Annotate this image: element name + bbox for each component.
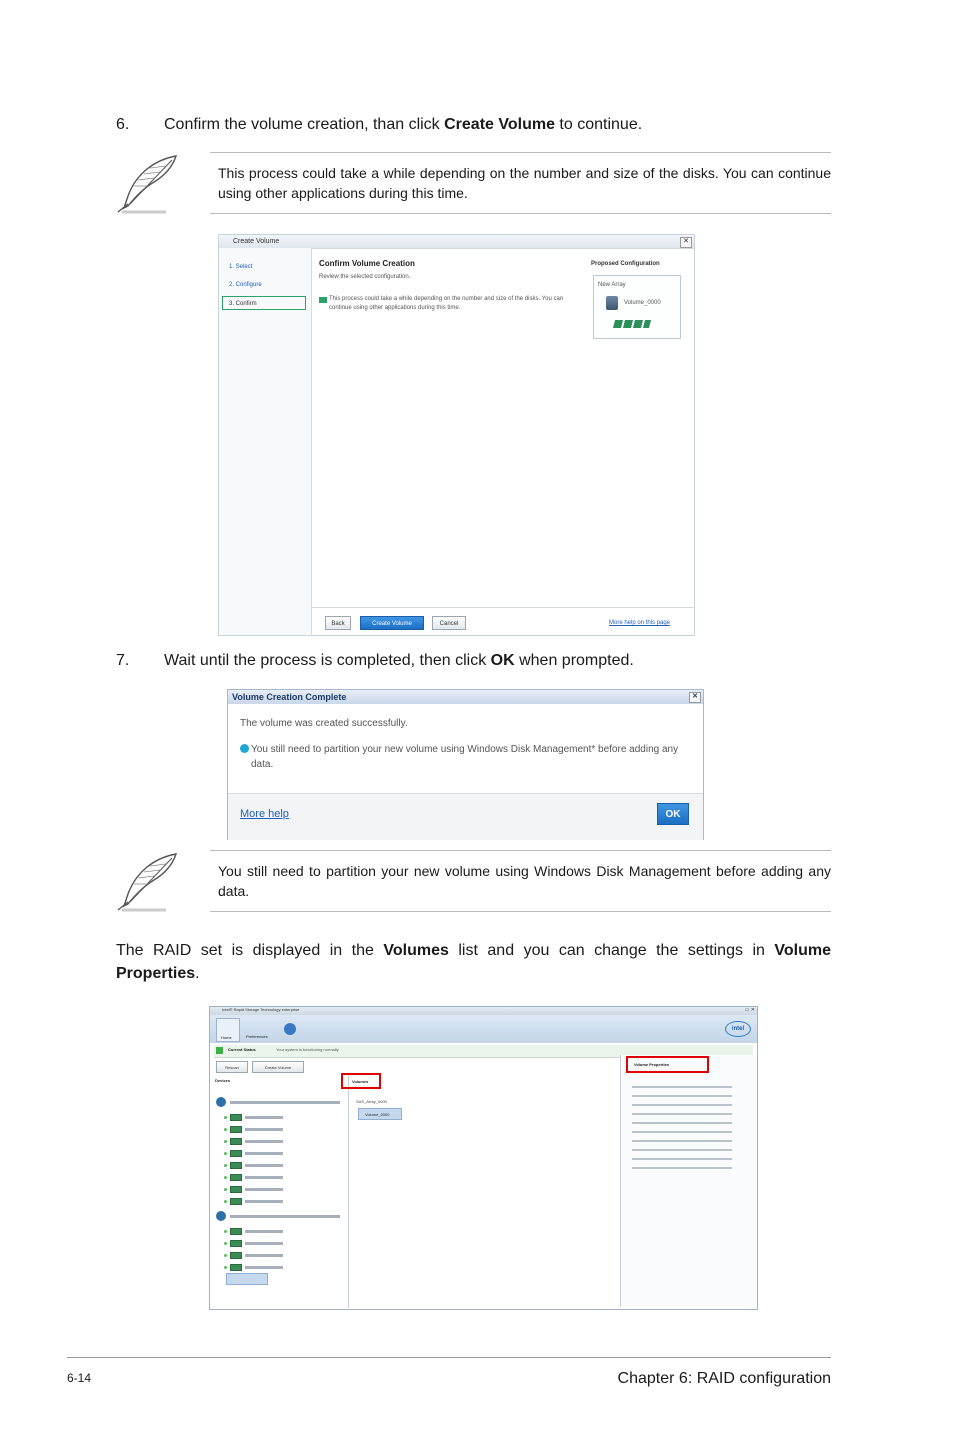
step-text-part: to continue. [554, 116, 643, 133]
disk-row[interactable] [224, 1149, 283, 1157]
footer-rule [67, 1357, 831, 1358]
home-tab[interactable] [216, 1018, 240, 1042]
page-number: 6-14 [67, 1371, 92, 1385]
disks-icon [613, 320, 651, 328]
volumes-label: Volumes [352, 1079, 369, 1084]
disk-row[interactable] [224, 1113, 283, 1121]
devices-label: Devices [215, 1078, 231, 1083]
preferences-tab-label: Preferences [246, 1034, 268, 1039]
volume-tree-item[interactable] [226, 1273, 268, 1285]
volume-properties-label: Volume Properties [634, 1062, 670, 1067]
note-box [210, 152, 831, 214]
step-number: 6. [116, 116, 130, 133]
help-icon[interactable] [284, 1023, 296, 1035]
disk-icon [230, 1138, 242, 1145]
confirm-heading: Confirm Volume Creation [319, 259, 415, 268]
step-7 [116, 652, 836, 672]
connector-icon [224, 1140, 227, 1143]
step-number: 7. [116, 652, 130, 669]
connector-icon [224, 1200, 227, 1203]
rst-title: Intel® Rapid Storage Technology enterprise [222, 1007, 300, 1012]
close-icon[interactable]: ✕ [680, 237, 692, 248]
disk-label [245, 1230, 283, 1233]
disk-icon [230, 1264, 242, 1271]
disk-icon [230, 1174, 242, 1181]
disk-icon [230, 1186, 242, 1193]
preferences-tab[interactable] [244, 1018, 274, 1040]
connector-icon [224, 1164, 227, 1167]
note-text: This process could take a while depending on the number and size of the disks. You can continue using other applications during this time. [218, 165, 831, 201]
disk-icon [230, 1198, 242, 1205]
step-6 [116, 116, 836, 136]
disk-label [245, 1164, 283, 1167]
connector-icon [224, 1188, 227, 1191]
connector-icon [224, 1176, 227, 1179]
controller-icon [216, 1211, 226, 1221]
button-divider [311, 607, 694, 608]
chapter-title: Chapter 6: RAID configuration [617, 1370, 831, 1387]
disk-icon [230, 1150, 242, 1157]
disk-label [245, 1188, 283, 1191]
disk-row[interactable] [224, 1137, 283, 1145]
window-title: Create Volume [233, 238, 280, 245]
home-tab-label: Home [221, 1035, 232, 1040]
connector-icon [224, 1266, 227, 1269]
status-check-icon [216, 1047, 223, 1054]
step-bold-text: Create Volume [444, 116, 555, 133]
back-button[interactable]: Back [325, 616, 351, 630]
paragraph-text: . [195, 965, 200, 982]
volume-icon [606, 296, 618, 310]
create-volume-window [218, 234, 695, 636]
step-text [164, 116, 642, 134]
proposed-config-box [593, 275, 681, 339]
volume-complete-dialog [227, 689, 704, 840]
disk-icon [230, 1162, 242, 1169]
window-controls-icon[interactable]: ▭ ✕ [744, 1007, 755, 1013]
connector-icon [224, 1152, 227, 1155]
disk-icon [230, 1126, 242, 1133]
nav-step-select[interactable]: 1. Select [229, 264, 253, 270]
note-box [210, 850, 831, 912]
proposed-config-title: Proposed Configuration [591, 261, 660, 267]
feather-icon [114, 850, 184, 914]
disk-row[interactable] [224, 1185, 283, 1193]
note-text: You still need to partition your new volume using Windows Disk Management before adding any data. [218, 863, 831, 899]
rst-window [209, 1006, 758, 1310]
disk-label [245, 1140, 283, 1143]
ok-button[interactable]: OK [657, 803, 689, 825]
feather-icon [114, 152, 184, 216]
disk-row[interactable] [224, 1173, 283, 1181]
disk-label [245, 1152, 283, 1155]
create-volume-button[interactable]: Create Volume [360, 616, 424, 630]
step-bold-text: OK [490, 652, 515, 669]
rescan-button[interactable]: Rescan [216, 1061, 248, 1073]
step-text-part: Confirm the volume creation, than click [164, 116, 445, 133]
disk-row[interactable] [224, 1161, 283, 1169]
volume-properties-highlight [626, 1056, 709, 1073]
info-icon [240, 744, 249, 753]
connector-icon [224, 1254, 227, 1257]
step-text-part: Wait until the process is completed, then click [164, 652, 491, 669]
rst-toolbar [210, 1015, 757, 1043]
nav-step-configure[interactable]: 2. Configure [229, 282, 262, 288]
disk-icon [230, 1114, 242, 1121]
controller-label [230, 1215, 340, 1218]
volume-item[interactable]: Volume_0000 [358, 1108, 402, 1120]
connector-icon [224, 1230, 227, 1233]
wizard-nav [219, 248, 312, 635]
cancel-button[interactable]: Cancel [432, 616, 466, 630]
disk-label [245, 1254, 283, 1257]
connector-icon [224, 1116, 227, 1119]
array-label: New Array [598, 282, 626, 288]
disk-icon [230, 1228, 242, 1235]
window-titlebar [219, 235, 694, 249]
disk-icon [230, 1240, 242, 1247]
rst-titlebar [210, 1007, 757, 1015]
volume-label: Volume_0000 [624, 300, 661, 306]
help-link[interactable]: More help on this page [609, 620, 671, 626]
paragraph-text: list and you can change the settings in [448, 942, 775, 959]
confirm-subheading: Review the selected configuration. [319, 274, 411, 280]
volumes-highlight [341, 1073, 381, 1089]
disk-label [245, 1200, 283, 1203]
controller-icon [216, 1097, 226, 1107]
paragraph-bold: Volumes [383, 942, 449, 959]
status-label: Current Status [228, 1047, 256, 1052]
properties-list [632, 1081, 732, 1171]
paragraph-text: The RAID set is displayed in the [116, 942, 384, 959]
dialog-success-text: The volume was created successfully. [240, 718, 408, 729]
connector-icon [224, 1242, 227, 1245]
devices-divider [348, 1075, 349, 1308]
dialog-titlebar [228, 690, 703, 704]
disk-label [245, 1128, 283, 1131]
dialog-partition-text: You still need to partition your new volume using Windows Disk Management* before adding any data. [251, 744, 679, 770]
intel-logo: intel [725, 1021, 751, 1037]
disk-row[interactable] [224, 1239, 283, 1247]
disk-row[interactable] [224, 1227, 283, 1235]
disk-label [245, 1116, 283, 1119]
nav-step-confirm[interactable]: 3. Confirm [222, 296, 306, 310]
create-volume-button[interactable]: Create Volume [252, 1061, 304, 1073]
step-text [164, 652, 634, 670]
status-text: Your system is functioning normally. [276, 1047, 340, 1052]
paragraph-bold: Volume Properties [116, 942, 831, 982]
dialog-footer [228, 793, 703, 840]
disk-label [245, 1266, 283, 1269]
more-help-link[interactable]: More help [240, 808, 289, 820]
step-text-part: when prompted. [514, 652, 634, 669]
close-icon[interactable]: ✕ [689, 692, 701, 703]
disk-row[interactable] [224, 1125, 283, 1133]
connector-icon [224, 1128, 227, 1131]
disk-row[interactable] [224, 1197, 283, 1205]
array-label: SAS_Array_0000 [356, 1099, 387, 1104]
disk-icon [230, 1252, 242, 1259]
raid-set-paragraph [116, 939, 831, 985]
disk-label [245, 1242, 283, 1245]
disk-label [245, 1176, 283, 1179]
info-icon [319, 297, 327, 303]
dialog-title: Volume Creation Complete [232, 692, 347, 702]
controller-label [230, 1101, 340, 1104]
disk-row[interactable] [224, 1263, 283, 1271]
info-text: This process could take a while depending on the number and size of the disks. You can continue using other applications during this time. [329, 296, 564, 311]
disk-row[interactable] [224, 1251, 283, 1259]
